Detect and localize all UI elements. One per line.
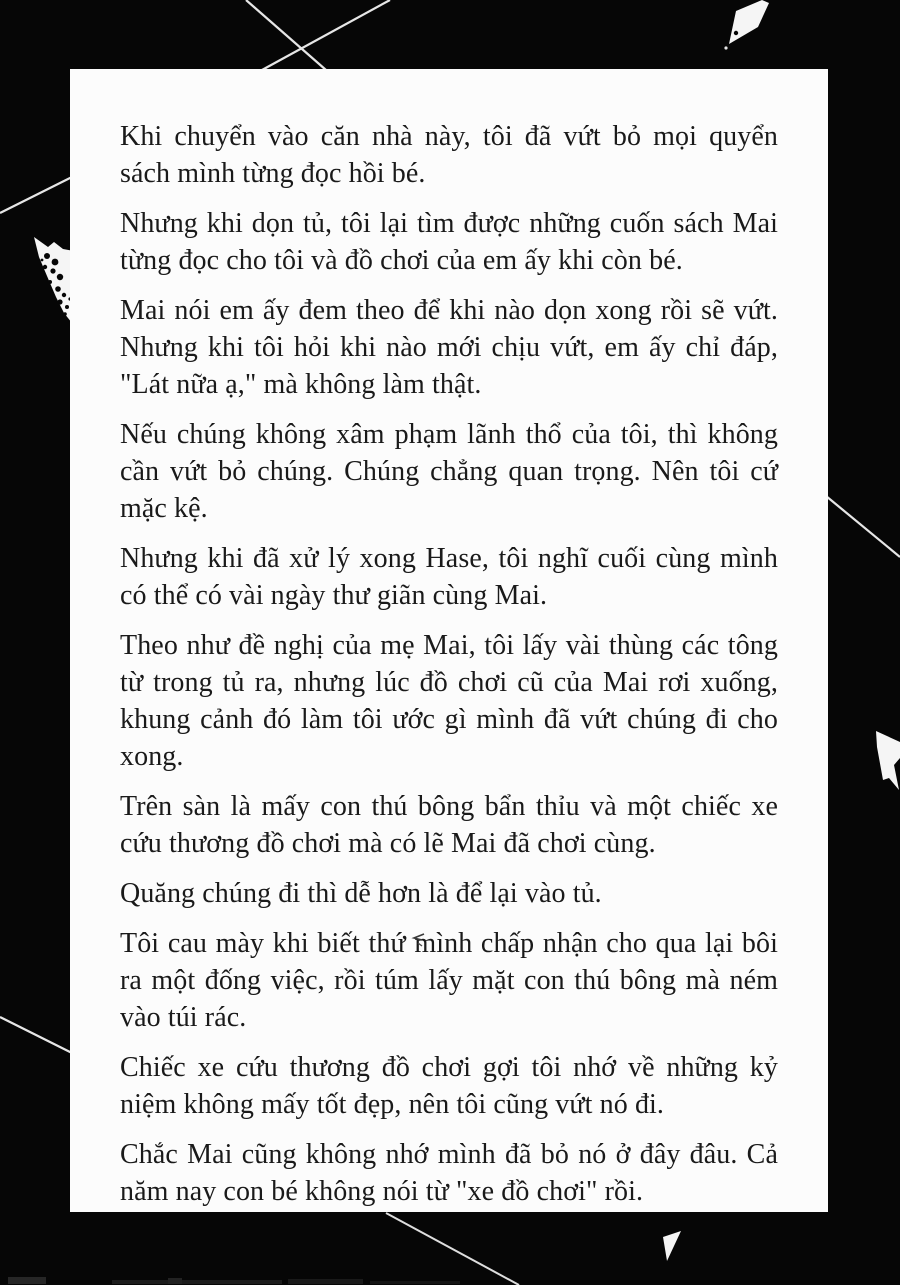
paragraph: Quăng chúng đi thì dễ hơn là để lại vào tủ. [120, 878, 602, 909]
speedline-right-mid-icon [826, 496, 900, 557]
paragraph: Trên sàn là mấy con thú bông bẩn thỉu và một chiếc xe cứu thương đồ chơi mà có lẽ Mai đã chơi cùng. [120, 791, 778, 859]
paragraph: Nếu chúng không xâm phạm lãnh thổ của tôi, thì không cần vứt bỏ chúng. Chúng chẳng quan trọng. Nên tôi cứ mặc kệ. [120, 419, 778, 524]
paragraph: Mai nói em ấy đem theo để khi nào dọn xong rồi sẽ vứt. Nhưng khi tôi hỏi khi nào mới chịu vứt, em ấy chỉ đáp, "Lát nữa ạ," mà không làm thật. [120, 295, 778, 400]
speedline-left-upper-icon [0, 177, 72, 213]
speedline-left-lower-icon [0, 1017, 72, 1053]
paragraph: Chiếc xe cứu thương đồ chơi gợi tôi nhớ về những kỷ niệm không mấy tốt đẹp, nên tôi cũng vứt nó đi. [120, 1052, 778, 1120]
paragraph: Theo như đề nghị của mẹ Mai, tôi lấy vài thùng các tông từ trong tủ ra, nhưng lúc đồ chơi cũ của Mai rơi xuống, khung cảnh đó làm tôi ước gì mình đã vứt chúng đi cho xong. [120, 630, 778, 772]
paragraph: Nhưng khi dọn tủ, tôi lại tìm được những cuốn sách Mai từng đọc cho tôi và đồ chơi của em ấy khi còn bé. [120, 208, 778, 276]
paragraph: Chắc Mai cũng không nhớ mình đã bỏ nó ở đây đâu. Cả năm nay con bé không nói từ "xe đồ chơi" rồi. [120, 1139, 778, 1207]
speedline-cross-top-left-a-icon [246, 0, 326, 70]
speedline-cross-top-left-b-icon [262, 0, 390, 70]
ink-smudges-bottom-icon [8, 1277, 460, 1284]
shard-top-right-dot-icon [734, 31, 738, 35]
paragraph: Nhưng khi đã xử lý xong Hase, tôi nghĩ cuối cùng mình có thể có vài ngày thư giãn cùng Mai. [120, 543, 778, 611]
stray-ink-mark-icon [410, 931, 430, 951]
paragraph: Tôi cau mày khi biết thứ mình chấp nhận cho qua lại bôi ra một đống việc, rồi túm lấy mặt con thú bông mà ném vào túi rác. [120, 928, 778, 1033]
shard-right-edge-icon [876, 731, 900, 790]
wedge-bottom-icon [663, 1231, 681, 1261]
speedline-bottom-icon [386, 1213, 519, 1285]
shard-top-right-icon [729, 0, 769, 44]
paragraph: Khi chuyển vào căn nhà này, tôi đã vứt bỏ mọi quyển sách mình từng đọc hồi bé. [120, 121, 778, 189]
text-page [70, 69, 828, 1212]
shard-top-right-speck-icon [724, 46, 727, 49]
